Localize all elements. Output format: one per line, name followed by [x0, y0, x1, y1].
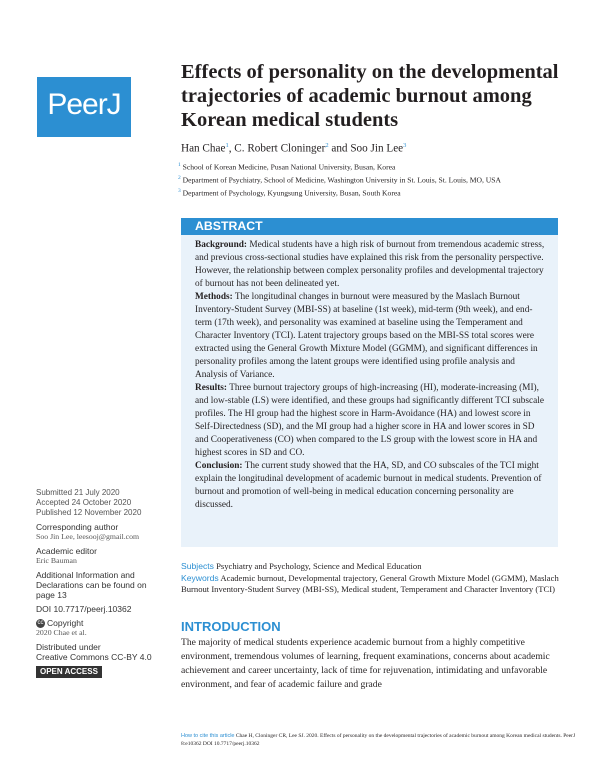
copyright-value: 2020 Chae et al. [36, 628, 87, 638]
subjects-label: Subjects [181, 561, 214, 571]
doi-link[interactable]: DOI 10.7717/peerj.10362 [36, 604, 132, 614]
section-label: Results: [195, 383, 228, 393]
editor-value: Eric Bauman [36, 556, 77, 565]
abstract-background [195, 239, 546, 291]
affiliation: School of Korean Medicine, Pusan National University, Busan, Korea [182, 162, 396, 172]
affil-sup: 2 [178, 175, 181, 182]
author-sup: 2 [325, 142, 329, 149]
affiliation: Department of Psychology, Kyungsung University, Busan, South Korea [182, 188, 401, 198]
abstract-conclusion [195, 460, 546, 512]
citation-footer [181, 732, 581, 748]
cite-text: Chae H, Cloninger CR, Lee SJ. 2020. Effects of personality on the developmental trajectories of academic burnout among Korean medical students. PeerJ 8:e10362 DOI 10.7717/peerj.10362 [181, 733, 576, 747]
affil-sup: 3 [178, 188, 181, 195]
corr-author-value[interactable]: Soo Jin Lee, leesooj@gmail.com [36, 532, 140, 541]
keywords-value: Academic burnout, Developmental trajectory, General Growth Mixture Model (GGMM), Maslach Burnout Inventory-Student Survey (MBI-SS), Medical student, Temperament and Character Inventory (TCI) [181, 572, 559, 594]
abstract-box [181, 235, 558, 547]
published-date: Published 12 November 2020 [36, 508, 142, 517]
section-label: Conclusion: [195, 461, 243, 471]
article-sidebar [36, 488, 166, 682]
subjects-value: Psychiatry and Psychology, Science and Medical Education [216, 561, 422, 571]
corr-author-label: Corresponding author [36, 522, 119, 532]
affiliations [178, 160, 578, 199]
author-sup: 1 [225, 142, 229, 149]
section-text: The longitudinal changes in burnout were measured by the Maslach Burnout Inventory-Student Survey (MBI-SS) at baseline (1st week), mid-term (9th week), and end-term (17th week), and personality was examined at baseline using the Temperament and Character Inventory (TCI). Latent trajectory groups based on the MBI-SS total scores were extracted using the General Growth Mixture Model (GGMM), and significant differences in personality profiles among the latent groups were identified using profile analysis and Analysis of Variance. [195, 292, 538, 380]
abstract-results [195, 382, 546, 460]
introduction-text: The majority of medical students experience academic burnout from a highly competitive environment, tremendous volumes of learning, frequent examinations, concerns about academic achievement and career uncertainty, lack of time for rejuvenation, intimidating and unfavorable environment, and fear of academic failure and grade [181, 637, 550, 690]
abstract-methods [195, 291, 546, 382]
paper-title: Effects of personality on the developmental trajectories of academic burnout among Korean medical students [181, 61, 559, 131]
peerj-logo [37, 77, 131, 137]
author-sup: 3 [403, 142, 407, 149]
additional-info[interactable]: Additional Information and Declarations can be found on page 13 [36, 570, 147, 600]
submitted-date: Submitted 21 July 2020 [36, 488, 120, 497]
author-name: C. Robert Cloninger [234, 142, 326, 155]
distribution-label: Distributed under [36, 642, 101, 653]
section-label: Methods: [195, 292, 233, 302]
section-text: Medical students have a high risk of burnout from tremendous academic stress, and previous cross-sectional studies have explained this risk from the personality perspective. However, the relationship between complex personality profiles and developmental trajectory of burnout has not been delineated yet. [195, 240, 545, 289]
author-list [181, 142, 406, 155]
abstract-heading: ABSTRACT [181, 218, 558, 235]
accepted-date: Accepted 24 October 2020 [36, 498, 132, 507]
author-separator: , [228, 142, 235, 155]
subjects-keywords [181, 561, 566, 596]
affil-sup: 1 [178, 162, 181, 168]
section-label: Background: [195, 240, 248, 250]
author-separator: and [328, 142, 351, 155]
introduction-heading: INTRODUCTION [181, 619, 281, 634]
editor-label: Academic editor [36, 546, 97, 556]
copyright-icon: cc [37, 620, 44, 627]
logo-text: PeerJ [47, 88, 121, 121]
license-link[interactable]: Creative Commons CC-BY 4.0 [36, 652, 152, 663]
section-text: The current study showed that the HA, SD, and CO subscales of the TCI might explain the longitudinal development of academic burnout in medical students. Prevention of burnout and promotion of well-being in medical education concerning personality are discussed. [195, 461, 542, 510]
cite-label: How to cite this article [181, 733, 235, 739]
author-name: Han Chae [181, 142, 226, 155]
author-name: Soo Jin Lee [350, 142, 404, 155]
section-text: Three burnout trajectory groups of high-increasing (HI), moderate-increasing (MI), and low-stable (LS) were identified, and these groups had significantly different TCI subscale profiles. The HI group had the highest score in Harm-Avoidance (HA) and lowest score in Self-Directedness (SD), and the MI group had a higher score in HA and lower scores in SD and Cooperativeness (CO) when compared to the LS group with the lowest score in HA and highest scores in SD and CO. [195, 383, 544, 458]
copyright-label: Copyright [47, 618, 84, 628]
affiliation: Department of Psychiatry, School of Medicine, Washington University in St. Louis, St. Louis, MO, USA [182, 175, 501, 185]
open-access-badge: OPEN ACCESS [36, 666, 102, 678]
keywords-label: Keywords [181, 572, 219, 583]
